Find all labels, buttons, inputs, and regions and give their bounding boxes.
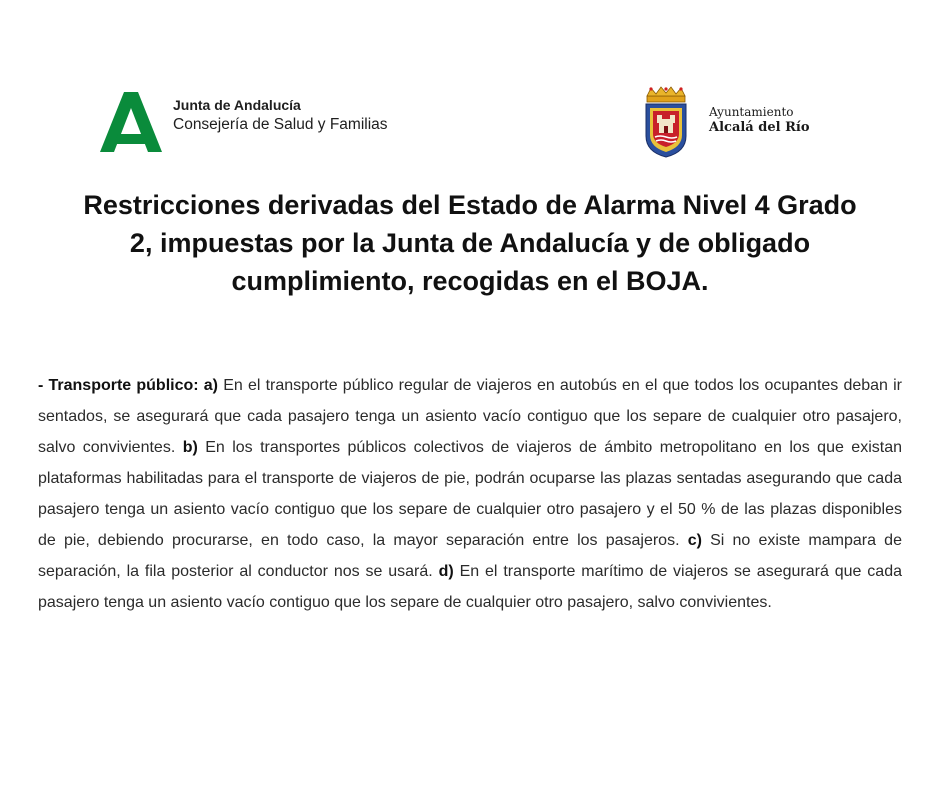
item-c-text: Si no existe mampara de separación, la fila posterior al conductor nos se usará. (38, 532, 902, 580)
junta-andalucia-wordmark (173, 95, 388, 135)
item-b-label: b) (182, 439, 198, 456)
coat-of-arms-icon (643, 86, 689, 158)
item-d-label: d) (438, 563, 454, 580)
item-c-label: c) (687, 532, 702, 549)
junta-andalucia-emblem-icon (100, 92, 162, 152)
transport-restrictions-paragraph (38, 370, 902, 618)
junta-name: Junta de Andalucía (173, 97, 301, 113)
ayuntamiento-logo (643, 86, 833, 158)
consejeria-name: Consejería de Salud y Familias (173, 116, 388, 133)
item-b-text: En los transportes públicos colectivos de viajeros de ámbito metropolitano en los que existan plataformas habilitadas para el transporte de viajeros de pie, podrán ocuparse las plazas sentadas asegurando que cada pasajero tenga un asiento vacío contiguo que los separe de cualquier otro pasajero y el 50 % de las plazas disponibles de pie, debiendo procurarse, en todo caso, la mayor separación entre los pasajeros. (38, 439, 902, 549)
ayuntamiento-label: Ayuntamiento (709, 105, 794, 119)
section-heading: - Transporte público: (38, 377, 199, 394)
item-a-label: a) (203, 377, 219, 394)
municipality-name: Alcalá del Río (709, 120, 810, 135)
item-a-text: En el transporte público regular de viajeros en autobús en el que todos los ocupantes deban ir sentados, se asegurará que cada pasajero tenga un asiento vacío contiguo que los separe de cualquier otro pasajero, salvo convivientes. (38, 377, 903, 456)
ayuntamiento-wordmark (709, 104, 810, 136)
item-d-text: En el transporte marítimo de viajeros se asegurará que cada pasajero tenga un asiento vacío contiguo que los separe de cualquier otro pasajero, salvo convivientes. (38, 563, 902, 611)
document-title: Restricciones derivadas del Estado de Alarma Nivel 4 Grado 2, impuestas por la Junta de Andalucía y de obligado cumplimiento, recogidas en el BOJA. (83, 190, 857, 296)
junta-andalucia-logo (100, 90, 410, 154)
